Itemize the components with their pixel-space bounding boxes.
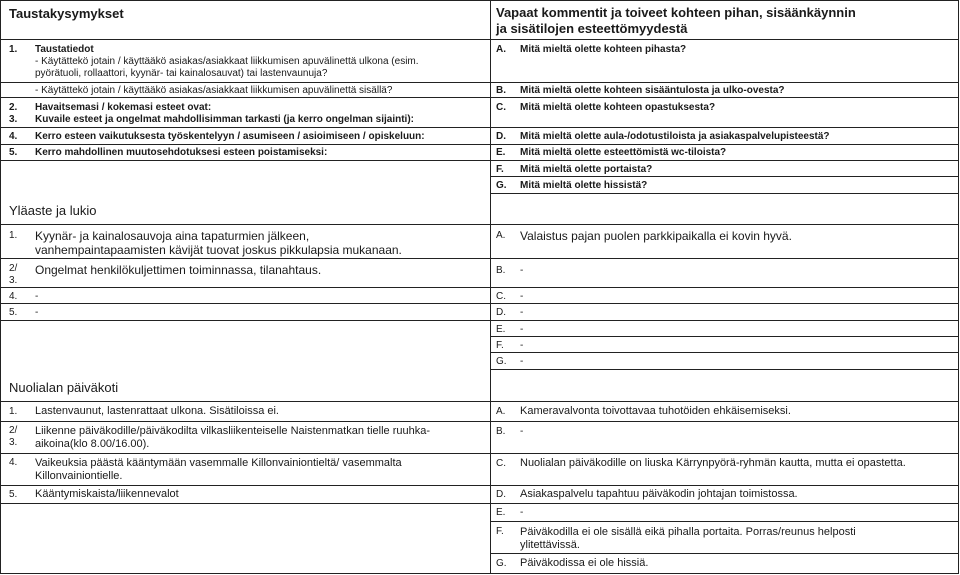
row-line: [0, 503, 959, 504]
border-right: [958, 0, 959, 574]
prompt-letter: B.: [496, 85, 506, 96]
prompt-letter: E.: [496, 147, 506, 158]
prompt-text: Mitä mieltä olette hissistä?: [520, 180, 648, 191]
question-number: 4.: [9, 131, 18, 142]
answer-text: Kääntymiskaista/liikennevalot: [35, 488, 179, 500]
answer-text: Kyynär- ja kainalosauvoja aina tapaturmien jälkeen,: [35, 229, 310, 243]
answer-letter: A.: [496, 406, 506, 417]
row-line: [0, 303, 959, 304]
answer-letter: E.: [496, 324, 506, 335]
answer-letter: D.: [496, 307, 506, 318]
question-number: 5.: [9, 147, 18, 158]
answer-text: Päiväkodissa ei ole hissiä.: [520, 557, 649, 569]
prompt-letter: G.: [496, 180, 507, 191]
answer-text: -: [35, 291, 39, 302]
answer-text: -: [520, 340, 524, 351]
row-line: [0, 144, 959, 145]
answer-text: Vaikeuksia päästä kääntymään vasemmalle Killonvainiontieltä/ vasemmalta: [35, 457, 402, 469]
row-line: [490, 352, 959, 353]
answer-number: 2/: [9, 263, 18, 274]
row-line: [490, 553, 959, 554]
prompt-text: Mitä mieltä olette portaista?: [520, 164, 653, 175]
answer-text: -: [520, 265, 524, 276]
answer-number: 2/: [9, 425, 18, 436]
left-column-title: Taustakysymykset: [9, 6, 124, 21]
row-line: [490, 336, 959, 337]
answer-letter: F.: [496, 340, 504, 351]
prompt-letter: F.: [496, 164, 504, 175]
column-divider: [490, 0, 491, 574]
answer-text-cont: vanhempaintapaamisten kävijät tuovat joskus pikkulapsia mukanaan.: [35, 243, 402, 257]
prompt-text: Mitä mieltä olette esteettömistä wc-tiloista?: [520, 147, 727, 158]
prompt-text: Mitä mieltä olette kohteen pihasta?: [520, 44, 687, 55]
question-sub-item: - Käytättekö jotain / käyttääkö asiakas/asiakkaat liikkumisen apuvälinettä ulkona (esim.: [35, 56, 419, 67]
answer-text: -: [520, 426, 524, 437]
answer-text: Lastenvaunut, lastenrattaat ulkona. Sisätiloissa ei.: [35, 405, 279, 417]
answer-text: -: [35, 307, 39, 318]
answer-number: 5.: [9, 307, 18, 318]
prompt-text: Mitä mieltä olette kohteen opastuksesta?: [520, 102, 716, 113]
question-title: Kerro esteen vaikutuksesta työskentelyyn / asumiseen / asioimiseen / opiskeluun:: [35, 131, 425, 142]
row-line: [0, 224, 959, 225]
row-line: [490, 176, 959, 177]
answer-text-cont: ylitettävissä.: [520, 539, 580, 551]
prompt-letter: D.: [496, 131, 506, 142]
answer-letter: D.: [496, 489, 506, 500]
row-line: [490, 521, 959, 522]
answer-text: Asiakaspalvelu tapahtuu päiväkodin johtajan toimistossa.: [520, 488, 798, 500]
answer-text: Kameravalvonta toivottavaa tuhotöiden ehkäisemiseksi.: [520, 405, 791, 417]
answer-text: -: [520, 324, 524, 335]
answer-text: Ongelmat henkilökuljettimen toiminnassa, tilanahtaus.: [35, 263, 322, 277]
answer-number: 1.: [9, 230, 18, 241]
answer-text: -: [520, 507, 524, 518]
row-line: [490, 193, 959, 194]
row-line: [0, 453, 959, 454]
answer-text: -: [520, 291, 524, 302]
question-number: 2.: [9, 102, 18, 113]
section-title: Nuolialan päiväkoti: [9, 380, 119, 395]
row-line: [0, 485, 959, 486]
question-number: 1.: [9, 44, 18, 55]
question-title: Kuvaile esteet ja ongelmat mahdollisimman tarkasti (ja kerro ongelman sijainti):: [35, 114, 414, 125]
answer-letter: G.: [496, 558, 507, 569]
answer-number: 1.: [9, 406, 18, 417]
border-left: [0, 0, 1, 574]
answer-number: 5.: [9, 489, 18, 500]
answer-number: 4.: [9, 457, 18, 468]
answer-text-cont: Killonvainiontielle.: [35, 470, 123, 482]
right-column-title-line1: Vapaat kommentit ja toiveet kohteen pihan, sisäänkäynnin: [496, 5, 856, 20]
row-line: [0, 97, 959, 98]
row-line: [490, 369, 959, 370]
answer-letter: E.: [496, 507, 506, 518]
border-bottom: [0, 573, 959, 574]
question-title: Taustatiedot: [35, 44, 94, 55]
answer-number: 4.: [9, 291, 18, 302]
answer-letter: F.: [496, 526, 504, 537]
answer-letter: C.: [496, 291, 506, 302]
row-line: [0, 82, 959, 83]
question-sub-item: - Käytättekö jotain / käyttääkö asiakas/asiakkaat liikkumisen apuvälinettä sisällä?: [35, 85, 393, 96]
answer-text: -: [520, 307, 524, 318]
prompt-letter: C.: [496, 102, 506, 113]
prompt-text: Mitä mieltä olette aula-/odotustiloista ja asiakaspalvelupisteestä?: [520, 131, 830, 142]
row-line: [0, 39, 959, 40]
row-line: [0, 258, 959, 259]
answer-letter: B.: [496, 426, 506, 437]
answer-letter: G.: [496, 356, 507, 367]
row-line: [0, 320, 959, 321]
answer-text-cont: aikoina(klo 8.00/16.00).: [35, 438, 150, 450]
question-title: Havaitsemasi / kokemasi esteet ovat:: [35, 102, 212, 113]
answer-text: Liikenne päiväkodille/päiväkodilta vilkasliikenteiselle Naistenmatkan tielle ruuhka-: [35, 425, 430, 437]
row-line: [0, 287, 959, 288]
row-line: [0, 401, 959, 402]
answer-letter: A.: [496, 230, 506, 241]
question-sub-item-cont: pyörätuoli, rollaattori, kyynär- tai kainalosauvat) tai lastenvaunuja?: [35, 68, 328, 79]
answer-letter: B.: [496, 265, 506, 276]
row-line: [0, 127, 959, 128]
question-title: Kerro mahdollinen muutosehdotuksesi esteen poistamiseksi:: [35, 147, 328, 158]
answer-number-cont: 3.: [9, 437, 18, 448]
prompt-letter: A.: [496, 44, 506, 55]
border-top: [0, 0, 959, 1]
answer-text: Valaistus pajan puolen parkkipaikalla ei kovin hyvä.: [520, 229, 792, 243]
row-line: [0, 160, 959, 161]
section-title: Yläaste ja lukio: [9, 203, 97, 218]
prompt-text: Mitä mieltä olette kohteen sisääntulosta ja ulko-ovesta?: [520, 85, 785, 96]
answer-letter: C.: [496, 458, 506, 469]
right-column-title-line2: ja sisätilojen esteettömyydestä: [496, 21, 688, 36]
answer-text: Päiväkodilla ei ole sisällä eikä pihalla portaita. Porras/reunus helposti: [520, 526, 856, 538]
answer-text: Nuolialan päiväkodille on liuska Kärrynpyörä-ryhmän kautta, mutta ei opastetta.: [520, 457, 906, 469]
row-line: [0, 421, 959, 422]
answer-number-cont: 3.: [9, 275, 18, 286]
question-number: 3.: [9, 114, 18, 125]
answer-text: -: [520, 356, 524, 367]
